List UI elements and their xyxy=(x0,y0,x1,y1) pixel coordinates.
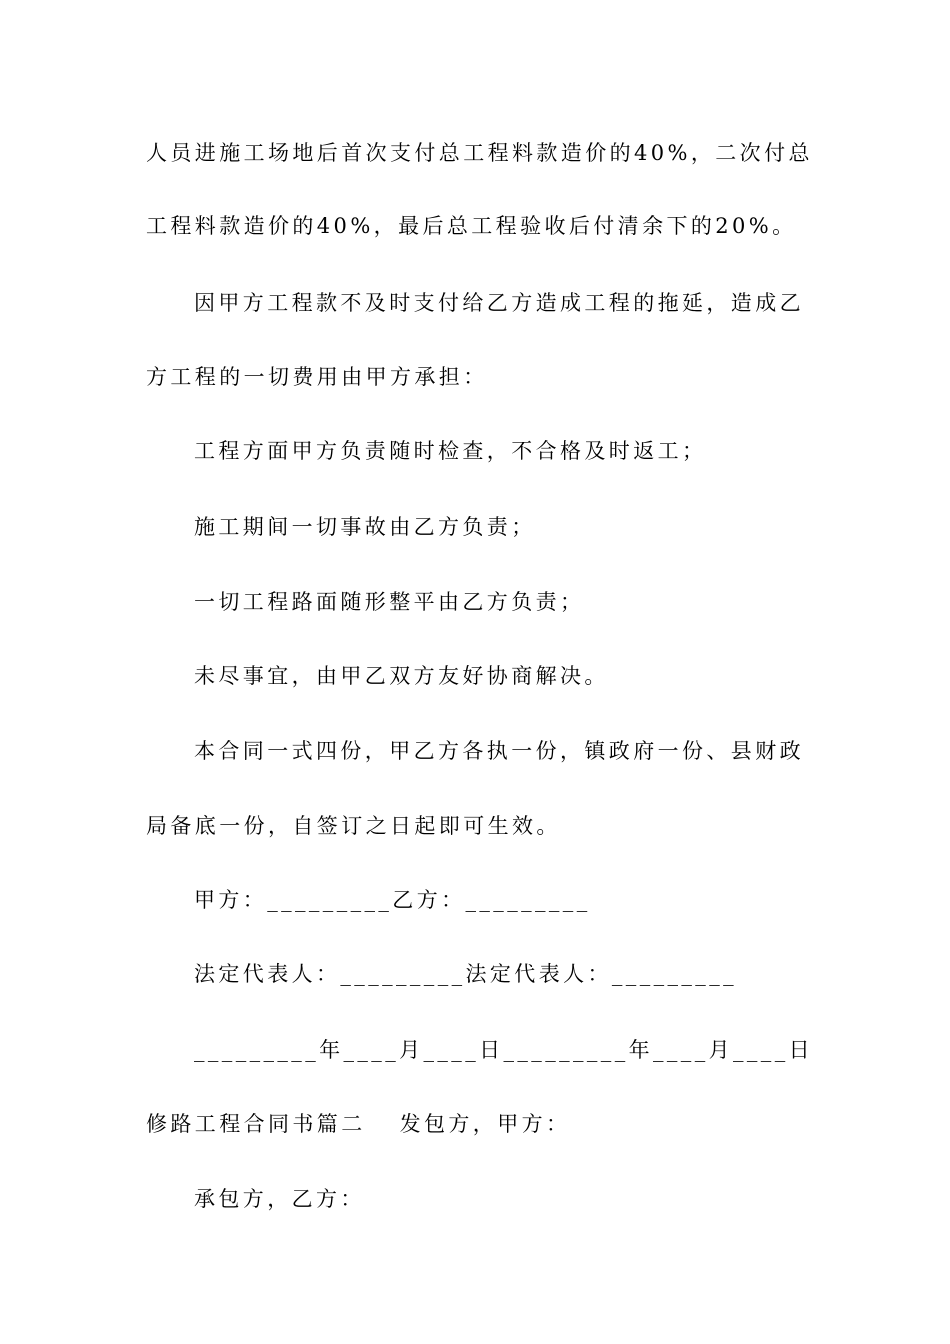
body-line-3: 因甲方工程款不及时支付给乙方造成工程的拖延，造成乙 xyxy=(194,291,804,315)
body-line-last: 承包方，乙方： xyxy=(194,1187,365,1211)
body-line-10: 局备底一份，自签订之日起即可生效。 xyxy=(146,814,561,838)
body-line-4: 方工程的一切费用由甲方承担： xyxy=(146,365,488,389)
section-title: 修路工程合同书篇二 xyxy=(146,1112,366,1136)
body-line-6: 施工期间一切事故由乙方负责； xyxy=(194,515,536,539)
body-line-1: 人员进施工场地后首次支付总工程料款造价的40%，二次付总 xyxy=(146,141,813,165)
body-line-8: 未尽事宜，由甲乙双方友好协商解决。 xyxy=(194,664,609,688)
signature-party-line: 甲方：_________乙方：_________ xyxy=(194,888,591,912)
body-line-9: 本合同一式四份，甲乙方各执一份，镇政府一份、县财政 xyxy=(194,739,804,763)
signature-representative-line: 法定代表人：_________法定代表人：_________ xyxy=(194,962,737,986)
body-line-7: 一切工程路面随形整平由乙方负责； xyxy=(194,590,585,614)
body-line-2: 工程料款造价的40%，最后总工程验收后付清余下的20%。 xyxy=(146,214,797,238)
body-line-5: 工程方面甲方负责随时检查，不合格及时返工； xyxy=(194,439,707,463)
section-heading-line xyxy=(146,1110,570,1138)
section-tail: 发包方，甲方： xyxy=(399,1112,571,1136)
signature-date-line: _________年____月____日_________年____月____日 xyxy=(194,1038,813,1062)
